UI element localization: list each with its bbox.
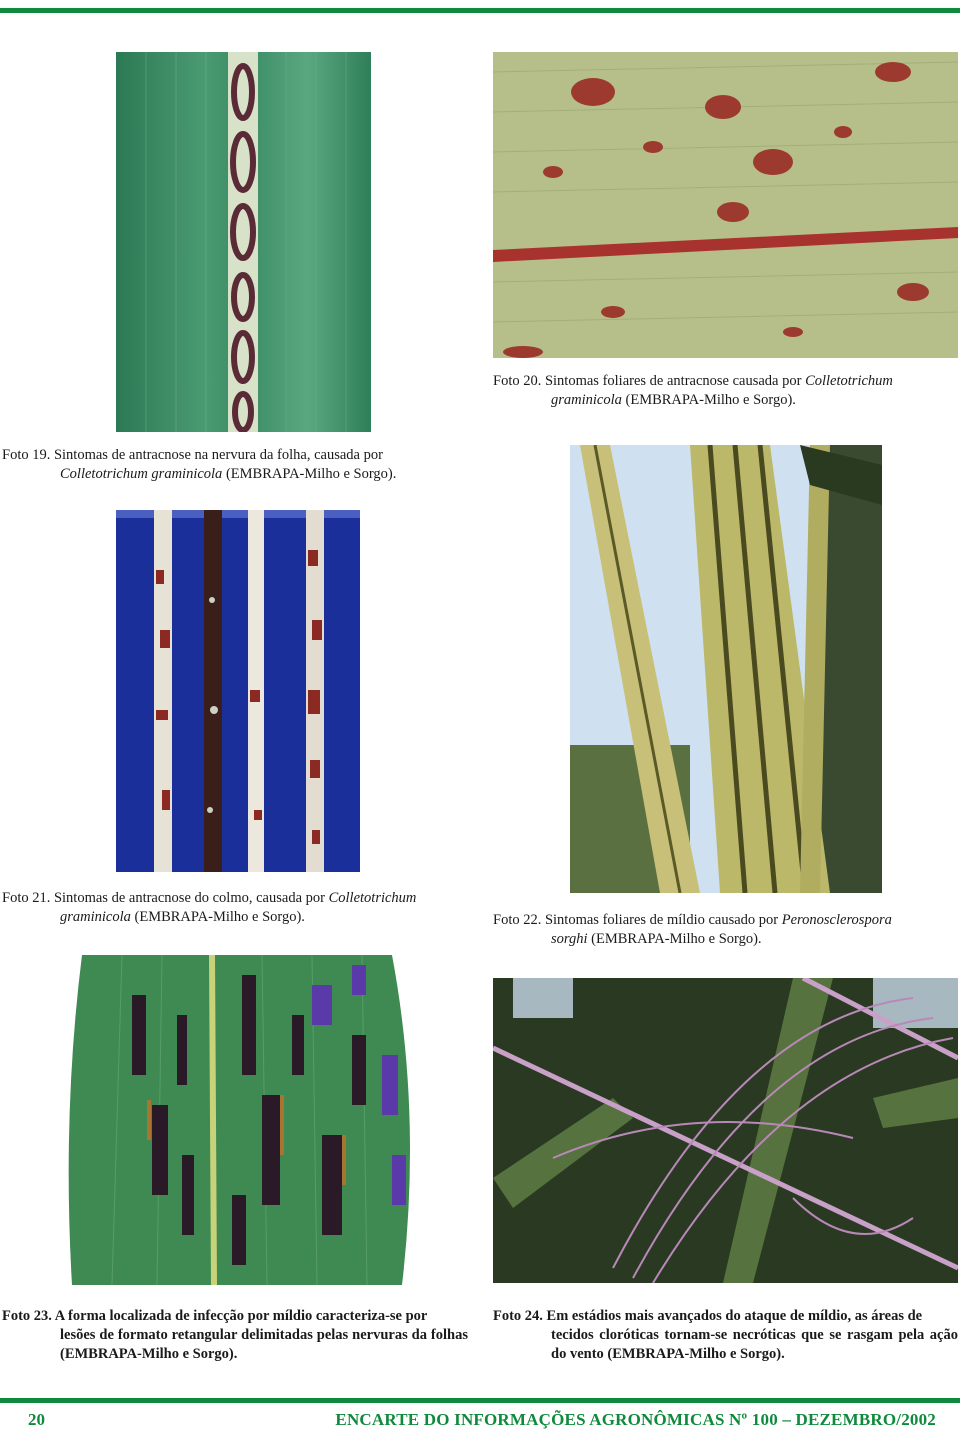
photo-21 bbox=[116, 510, 360, 872]
caption-foto-21: Foto 21. Sintomas de antracnose do colmo, causada por Colletotrichum graminicola (EMBRAPA-Milho e Sorgo). bbox=[2, 890, 417, 925]
caption-foto-20: Foto 20. Sintomas foliares de antracnose causada por Colletotrichum graminicola (EMBRAPA-Milho e Sorgo). bbox=[493, 373, 893, 408]
caption-foto-19: Foto 19. Sintomas de antracnose na nervura da folha, causada por Colletotrichum graminicola (EMBRAPA-Milho e Sorgo). bbox=[2, 447, 397, 482]
caption-foto-22: Foto 22. Sintomas foliares de míldio causado por Peronosclerospora sorghi (EMBRAPA-Milho e Sorgo). bbox=[493, 912, 892, 947]
photo-19 bbox=[116, 52, 371, 432]
caption-foto-23: Foto 23. A forma localizada de infecção por míldio caracteriza-se por lesões de formato retangular delimitadas pelas nervuras da folhas (EMBRAPA-Milho e Sorgo). bbox=[2, 1308, 468, 1362]
page-number: 20 bbox=[28, 1410, 45, 1429]
top-rule bbox=[0, 8, 960, 13]
photo-20 bbox=[493, 52, 958, 358]
caption-foto-24: Foto 24. Em estádios mais avançados do ataque de míldio, as áreas de tecidos cloróticas tornam-se necróticas que se rasgam pela ação do vento (EMBRAPA-Milho e Sorgo). bbox=[493, 1308, 958, 1362]
bottom-rule bbox=[0, 1398, 960, 1403]
photo-24 bbox=[493, 978, 958, 1283]
photo-22 bbox=[570, 445, 882, 893]
footer-title: ENCARTE DO INFORMAÇÕES AGRONÔMICAS Nº 100 – DEZEMBRO/2002 bbox=[335, 1410, 936, 1429]
photo-23 bbox=[62, 955, 422, 1285]
